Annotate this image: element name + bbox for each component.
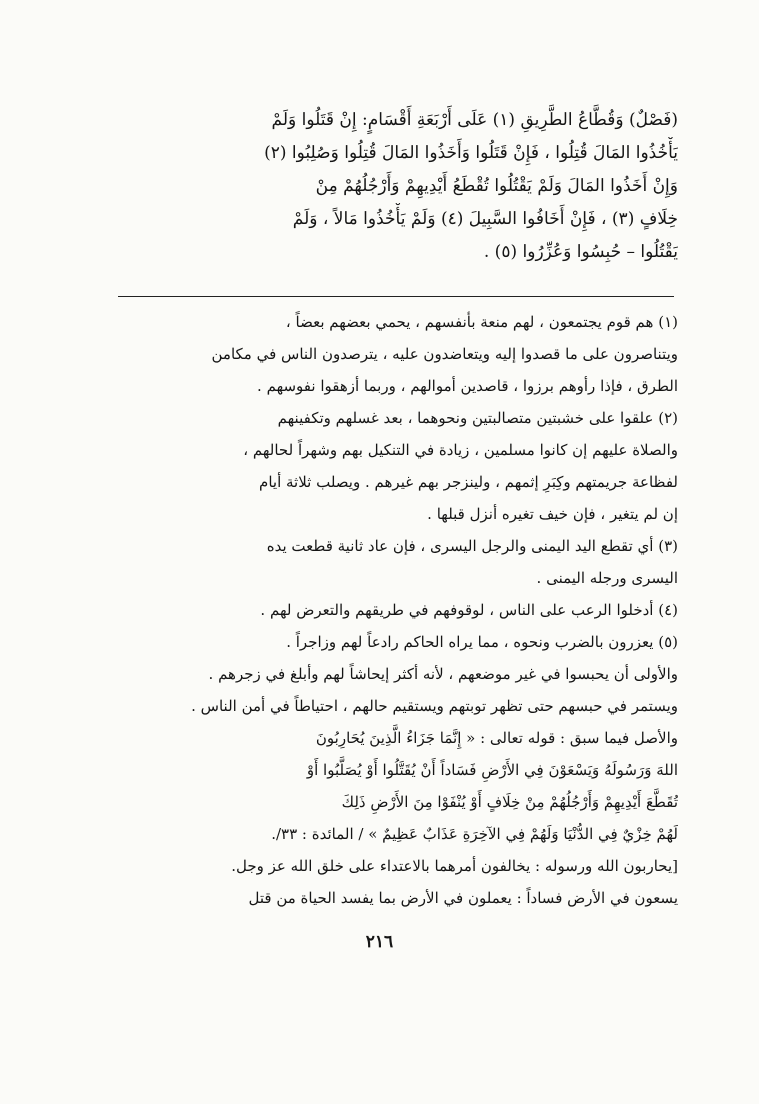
main-text-line: خِلَافٍ (٣) ، فَإِنْ أَخَافُوا السَّبِيلَ (٤) وَلَمْ يَأْخُذُوا مَالاً ، وَلَمْ bbox=[292, 209, 678, 229]
footnote-line: اليسرى ورجله اليمنى . bbox=[536, 569, 678, 587]
footnote-line: (٥) يعزرون بالضرب ونحوه ، مما يراه الحاكم رادعاً لهم وزاجراً . bbox=[286, 633, 678, 651]
main-text-line: يَأْخُذُوا المَالَ قُتِلُوا ، فَإِنْ قَتَلُوا وَأَخَذُوا المَالَ قُتِلُوا وَصُلِبُوا (٢) bbox=[264, 143, 678, 163]
footnote-line: لَهُمْ خِزْيٌ فِي الدُّنْيَا وَلَهُمْ فِي الآخِرَةِ عَذَابٌ عَظِيمٌ » / المائدة : ٣٣/. bbox=[271, 825, 678, 843]
footnote-line: (٣) أي تقطع اليد اليمنى والرجل اليسرى ، فإن عاد ثانية قطعت يده bbox=[266, 537, 678, 555]
main-text-line: يَقْتُلُوا – حُبِسُوا وَعُزِّرُوا (٥) . bbox=[483, 242, 678, 262]
footnote-line: اللهَ وَرَسُولَهُ وَيَسْعَوْنَ فِي الأَرْضِ فَسَاداً أَنْ يُقَتَّلُوا أَوْ يُصَلَّبُوا أَوْ bbox=[306, 761, 678, 779]
footnote-line: تُقَطَّعَ أَيْدِيهِمْ وَأَرْجُلُهُمْ مِنْ خِلَافٍ أَوْ يُنْفَوْا مِنَ الأَرْضِ ذَلِكَ bbox=[341, 793, 678, 811]
footnote-line: والأصل فيما سبق : قوله تعالى : « إِنَّمَا جَزَاءُ الَّذِينَ يُحَارِبُونَ bbox=[315, 729, 678, 747]
footnote-line: لفظاعة جريمتهم وكِبَرِ إثمهم ، ولينزجر بهم غيرهم . ويصلب ثلاثة أيام bbox=[259, 473, 678, 491]
main-text-line: (فَصْلٌ) وَقُطَّاعُ الطَّرِيقِ (١) عَلَى أَرْبَعَةِ أَقْسَامٍ: إِنْ قَتَلُوا وَلَمْ bbox=[271, 110, 678, 130]
footnote-line: (٢) علقوا على خشبتين متصالبتين ونحوهما ، بعد غسلهم وتكفينهم bbox=[277, 409, 678, 427]
footnote-line: (١) هم قوم يجتمعون ، لهم منعة بأنفسهم ، يحمي بعضهم بعضاً ، bbox=[285, 313, 678, 331]
main-text-line: وَإِنْ أَخَذُوا المَالَ وَلَمْ يَقْتُلُوا تُقْطَعُ أَيْدِيهِمْ وَأَرْجُلُهُمْ مِنْ bbox=[315, 176, 678, 196]
footnote-line: والصلاة عليهم إن كانوا مسلمين ، زيادة في التنكيل بهم وشهراً لحالهم ، bbox=[243, 441, 678, 459]
footnote-line: الطرق ، فإذا رأوهم برزوا ، قاصدين أموالهم ، وربما أزهقوا نفوسهم . bbox=[257, 377, 678, 395]
page-number: ٢١٦ bbox=[365, 932, 394, 952]
footnote-line: إن لم يتغير ، فإن خيف تغيره أنزل قبلها . bbox=[427, 505, 678, 523]
footnote-line: (٤) أدخلوا الرعب على الناس ، لوقوفهم في طريقهم والتعرض لهم . bbox=[260, 601, 678, 619]
footnote-line: ويتناصرون على ما قصدوا إليه ويتعاضدون عليه ، يترصدون الناس في مكامن bbox=[211, 345, 678, 363]
footnote-line: [يحاربون الله ورسوله : يخالفون أمرهما بالاعتداء على خلق الله عز وجل. bbox=[231, 857, 678, 875]
footnotes bbox=[114, 306, 678, 914]
footnote-line: ويستمر في حبسهم حتى تظهر توبتهم ويستقيم حالهم ، احتياطاً في أمن الناس . bbox=[191, 697, 678, 715]
main-text bbox=[114, 104, 678, 269]
footnote-line: والأولى أن يحبسوا في غير موضعهم ، لأنه أكثر إيحاشاً لهم وأبلغ في زجرهم . bbox=[208, 665, 678, 683]
footnote-line: يسعون في الأرض فساداً : يعملون في الأرض بما يفسد الحياة من قتل bbox=[248, 889, 678, 907]
footnote-separator bbox=[118, 296, 674, 297]
